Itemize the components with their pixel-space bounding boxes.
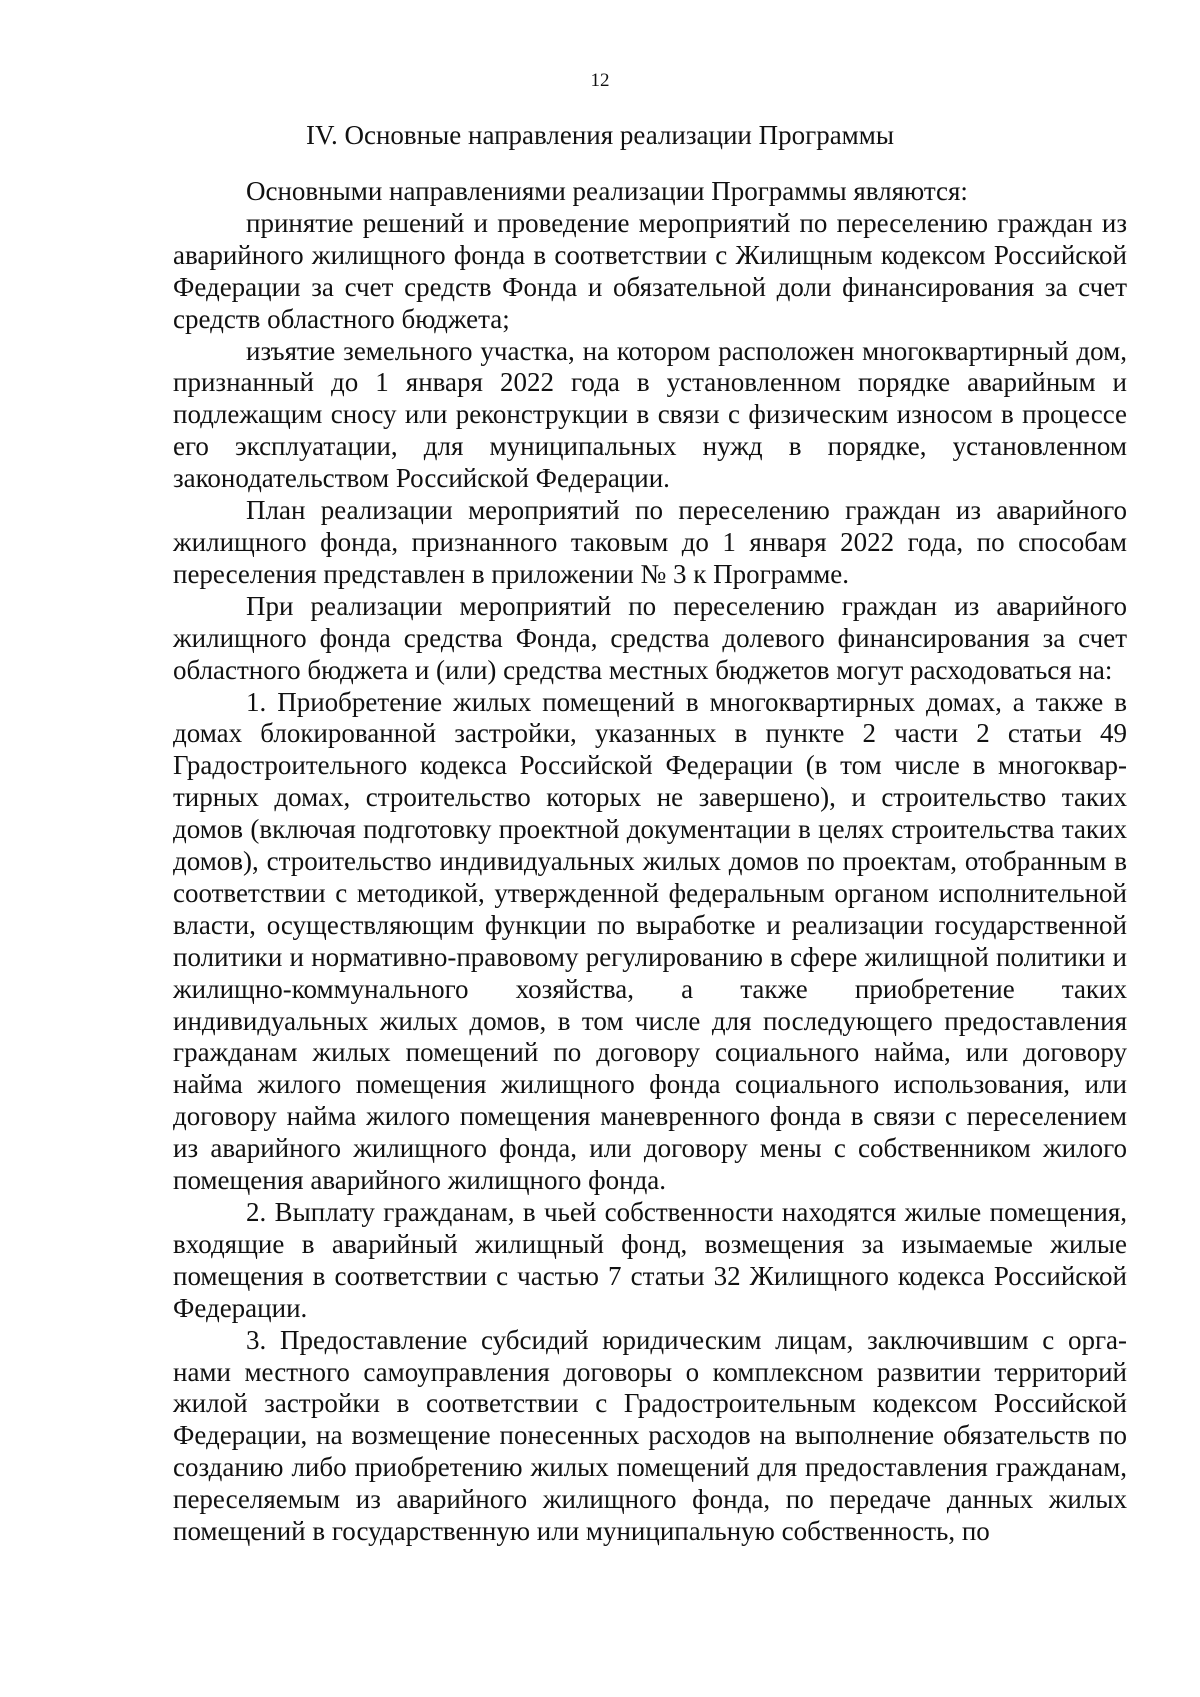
paragraph-funding-usage: При реализации мероприятий по переселению граждан из аварийного жилищного фонда средства Фонда, средства долевого финансирования за счет областного бюджета и (или) средства местных бюджетов могут расходоваться на:	[173, 590, 1127, 685]
paragraph-item-2: 2. Выплату гражданам, в чьей собственности находятся жилые помещения, входящие в аварийный жилищный фонд, возмещения за изымаемые жилые помещения в соответствии с частью 7 статьи 32 Жилищного кодекса Российской Федерации.	[173, 1197, 1127, 1323]
paragraph-resettlement-decisions: принятие решений и проведение мероприятий по переселению граждан из аварийного жилищного фонда в соответствии с Жилищным кодексом Российской Федерации за счет средств Фонда и обязательной доли финансирования за счет средств областного бюджета;	[173, 207, 1127, 334]
section-title: IV. Основные направления реализации Программы	[305, 120, 894, 150]
paragraph-item-1: 1. Приобретение жилых помещений в многоквартирных домах, а также в домах блокированной застройки, указанных в пункте 2 части 2 статьи 49 Градостроительного кодекса Российской Федерации (в том числе в многоквартирных домах, строительство которых не завершено), и строительство таких домов (включая подготовку проектной документации в целях строительства таких домов), строительство индивидуальных жилых домов по проектам, отобранным в соответствии с методикой, утвержденной федеральным органом исполнительной власти, осуществляющим функции по выработке и реализации государственной политики и нормативно-правовому регулированию в сфере жилищной политики и жилищно-коммунального хозяйства, а также приобретение таких индивидуальных жилых домов, в том числе для последующего предоставления гражданам жилых помещений по договору социального найма, или договору найма жилого помещения жилищного фонда социального использования, или договору найма жилого помещения маневренного фонда в связи с переселением из аварийного жилищного фонда, или договору мены с собственником жилого помещения аварийного жилищного фонда.	[173, 686, 1127, 1196]
page-number: 12	[590, 70, 610, 91]
paragraph-implementation-plan: План реализации мероприятий по переселению граждан из аварийного жилищного фонда, признанного таковым до 1 января 2022 года, по способам переселения представлен в приложении № 3 к Программе.	[173, 495, 1127, 589]
body-text	[173, 176, 1127, 1548]
paragraph-item-3: 3. Предоставление субсидий юридическим лицам, заключившим с органами местного самоуправления договоры о комплексном развитии территорий жилой застройки в соответствии с Градостроительным кодексом Российской Федерации, на возмещение понесенных расходов на выполнение обязательств по созданию либо приобретению жилых помещений для предоставления гражданам, переселяемым из аварийного жилищного фонда, по передаче данных жилых помещений в государственную или муниципальную собственность, по	[173, 1324, 1127, 1547]
paragraph-intro: Основными направлениями реализации Программы являются:	[246, 176, 968, 206]
paragraph-land-seizure: изъятие земельного участка, на котором расположен многоквартирный дом, признанный до 1 января 2022 года в установленном порядке аварийным и подлежащим сносу или реконструкции в связи с физическим износом в процессе его эксплуатации, для муниципальных нужд в порядке, установленном законодательством Российской Федерации.	[173, 335, 1127, 494]
